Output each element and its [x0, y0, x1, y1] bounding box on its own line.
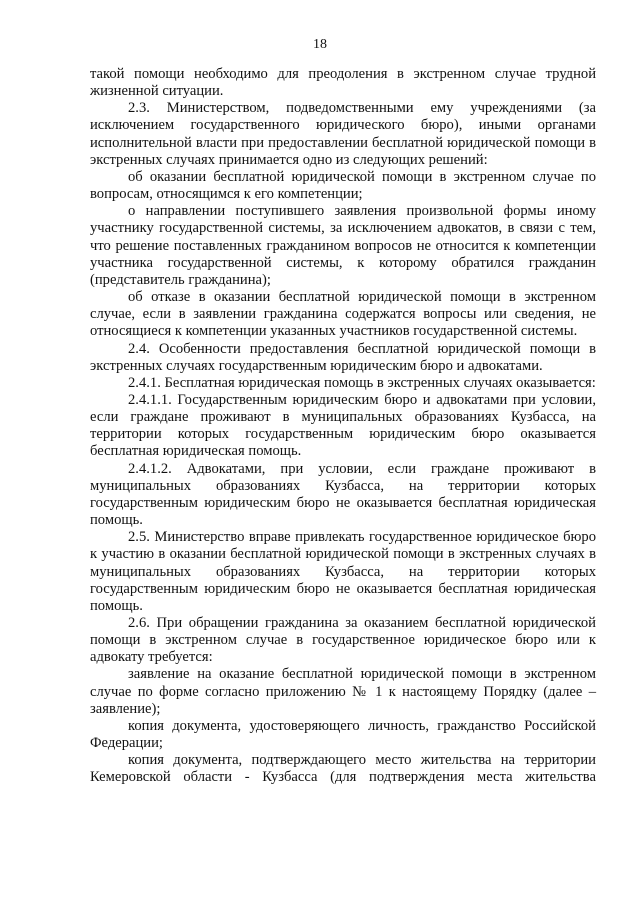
required-item-application: заявление на оказание бесплатной юридической помощи в экстренном случае по форме согласно приложению № 1 к настоящему Порядку (далее – заявление);	[90, 666, 596, 717]
decision-item-provide-help: об оказании бесплатной юридической помощи в экстренном случае по вопросам, относящимся к его компетенции;	[90, 168, 596, 203]
paragraph-2-4-1: 2.4.1. Бесплатная юридическая помощь в экстренных случаях оказывается:	[128, 374, 596, 391]
decision-item-forward-application: о направлении поступившего заявления произвольной формы иному участнику государственной системы, за исключением адвокатов, в связи с тем, что решение поставленных гражданином вопросов не относится к компетенции участника государственной системы, к которому обратился гражданин (представитель гражданина);	[90, 203, 596, 288]
paragraph-2-4-1-2: 2.4.1.2. Адвокатами, при условии, если граждане проживают в муниципальных образованиях Кузбасса, на территории которых государственным юридическим бюро не оказывается бесплатная юридическая помощь.	[90, 460, 596, 529]
page-number: 18	[313, 37, 327, 52]
decision-item-refusal: об отказе в оказании бесплатной юридической помощи в экстренном случае, если в заявлении гражданина содержатся вопросы или сведения, не относящиеся к компетенции указанных участников государственной системы.	[90, 289, 596, 340]
paragraph-2-4-1-1: 2.4.1.1. Государственным юридическим бюро и адвокатами при условии, если граждане проживают в муниципальных образованиях Кузбасса, на территории которых государственным юридическим бюро оказывается бесплатная юридическая помощь.	[90, 391, 596, 460]
paragraph-2-3: 2.3. Министерством, подведомственными ему учреждениями (за исключением государственного юридического бюро), иными органами исполнительной власти при предоставлении бесплатной юридической помощи в экстренных случаях принимается одно из следующих решений:	[90, 100, 596, 168]
paragraph-continuation: такой помощи необходимо для преодоления в экстренном случае трудной жизненной ситуации.	[90, 66, 596, 100]
paragraph-2-4: 2.4. Особенности предоставления бесплатной юридической помощи в экстренных случаях государственным юридическим бюро и адвокатами.	[90, 340, 596, 374]
paragraph-2-6: 2.6. При обращении гражданина за оказанием бесплатной юридической помощи в экстренном случае в государственное юридическое бюро или к адвокату требуется:	[90, 615, 596, 666]
document-body	[90, 66, 596, 787]
required-item-residence-document: копия документа, подтверждающего место жительства на территории Кемеровской области - Кузбасса (для подтверждения места жительства	[90, 752, 596, 786]
required-item-identity-document: копия документа, удостоверяющего личность, гражданство Российской Федерации;	[90, 717, 596, 752]
paragraph-2-5: 2.5. Министерство вправе привлекать государственное юридическое бюро к участию в оказании бесплатной юридической помощи в экстренных случаях в муниципальных образованиях Кузбасса, на территории которых государственным юридическим бюро не оказывается бесплатная юридическая помощь.	[90, 529, 596, 614]
